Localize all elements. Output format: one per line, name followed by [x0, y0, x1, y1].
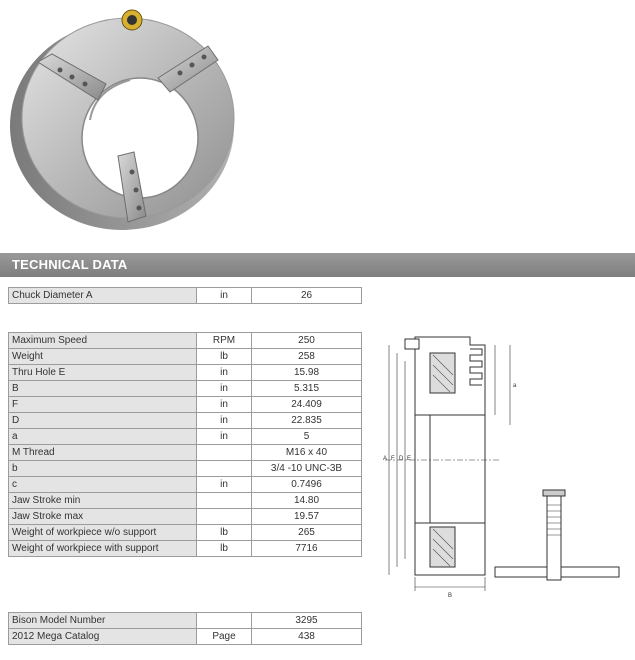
row-label: b: [9, 461, 197, 477]
table-row: [9, 365, 362, 381]
dim-label-e: E: [407, 456, 412, 462]
row-unit: in: [197, 397, 252, 413]
row-unit: [197, 445, 252, 461]
chuck-diameter-table: [8, 287, 362, 304]
catalog-table: [8, 612, 362, 645]
table-row: [9, 288, 362, 304]
row-value: 24.409: [252, 397, 362, 413]
row-value: 0.7496: [252, 477, 362, 493]
row-unit: in: [197, 381, 252, 397]
row-value: 14.80: [252, 493, 362, 509]
row-label: Jaw Stroke max: [9, 509, 197, 525]
table-row: [9, 613, 362, 629]
row-unit: Page: [197, 629, 252, 645]
row-value: M16 x 40: [252, 445, 362, 461]
table-row: [9, 381, 362, 397]
row-label: Chuck Diameter A: [9, 288, 197, 304]
row-unit: lb: [197, 525, 252, 541]
row-value: 3/4 -10 UNC-3B: [252, 461, 362, 477]
row-label: Bison Model Number: [9, 613, 197, 629]
table-row: [9, 461, 362, 477]
technical-data-header: [0, 253, 635, 277]
row-unit: RPM: [197, 333, 252, 349]
row-value: 250: [252, 333, 362, 349]
row-value: 19.57: [252, 509, 362, 525]
row-unit: in: [197, 413, 252, 429]
row-value: 26: [252, 288, 362, 304]
row-label: Maximum Speed: [9, 333, 197, 349]
row-unit: [197, 613, 252, 629]
table-row: [9, 525, 362, 541]
row-label: F: [9, 397, 197, 413]
table-row: [9, 509, 362, 525]
section-title: TECHNICAL DATA: [12, 257, 128, 272]
row-value: 15.98: [252, 365, 362, 381]
row-unit: lb: [197, 349, 252, 365]
row-value: 438: [252, 629, 362, 645]
row-label: Weight of workpiece w/o support: [9, 525, 197, 541]
row-value: 265: [252, 525, 362, 541]
table-row: [9, 429, 362, 445]
row-unit: in: [197, 477, 252, 493]
row-value: 5.315: [252, 381, 362, 397]
row-label: Thru Hole E: [9, 365, 197, 381]
row-label: D: [9, 413, 197, 429]
table-row: [9, 629, 362, 645]
row-unit: in: [197, 288, 252, 304]
row-value: 3295: [252, 613, 362, 629]
row-label: Weight of workpiece with support: [9, 541, 197, 557]
row-label: c: [9, 477, 197, 493]
table-row: [9, 413, 362, 429]
row-label: M Thread: [9, 445, 197, 461]
row-value: 7716: [252, 541, 362, 557]
row-value: 22.835: [252, 413, 362, 429]
row-label: a: [9, 429, 197, 445]
dim-label-f: F: [391, 456, 395, 462]
table-row: [9, 397, 362, 413]
table-row: [9, 541, 362, 557]
dim-label-a-lower: a: [513, 383, 517, 389]
dim-label-b: B: [448, 593, 453, 599]
cross-section-drawing: [375, 315, 630, 605]
row-unit: [197, 509, 252, 525]
dim-label-d: D: [399, 456, 404, 462]
chuck-photo: [0, 0, 240, 235]
table-row: [9, 333, 362, 349]
row-unit: [197, 493, 252, 509]
dim-label-a-upper: A: [383, 456, 388, 462]
row-label: Weight: [9, 349, 197, 365]
row-label: B: [9, 381, 197, 397]
row-label: Jaw Stroke min: [9, 493, 197, 509]
row-label: 2012 Mega Catalog: [9, 629, 197, 645]
row-unit: in: [197, 365, 252, 381]
table-row: [9, 493, 362, 509]
table-row: [9, 349, 362, 365]
row-value: 5: [252, 429, 362, 445]
specifications-table: [8, 332, 362, 557]
table-row: [9, 445, 362, 461]
row-unit: [197, 461, 252, 477]
row-unit: lb: [197, 541, 252, 557]
row-unit: in: [197, 429, 252, 445]
row-value: 258: [252, 349, 362, 365]
table-row: [9, 477, 362, 493]
